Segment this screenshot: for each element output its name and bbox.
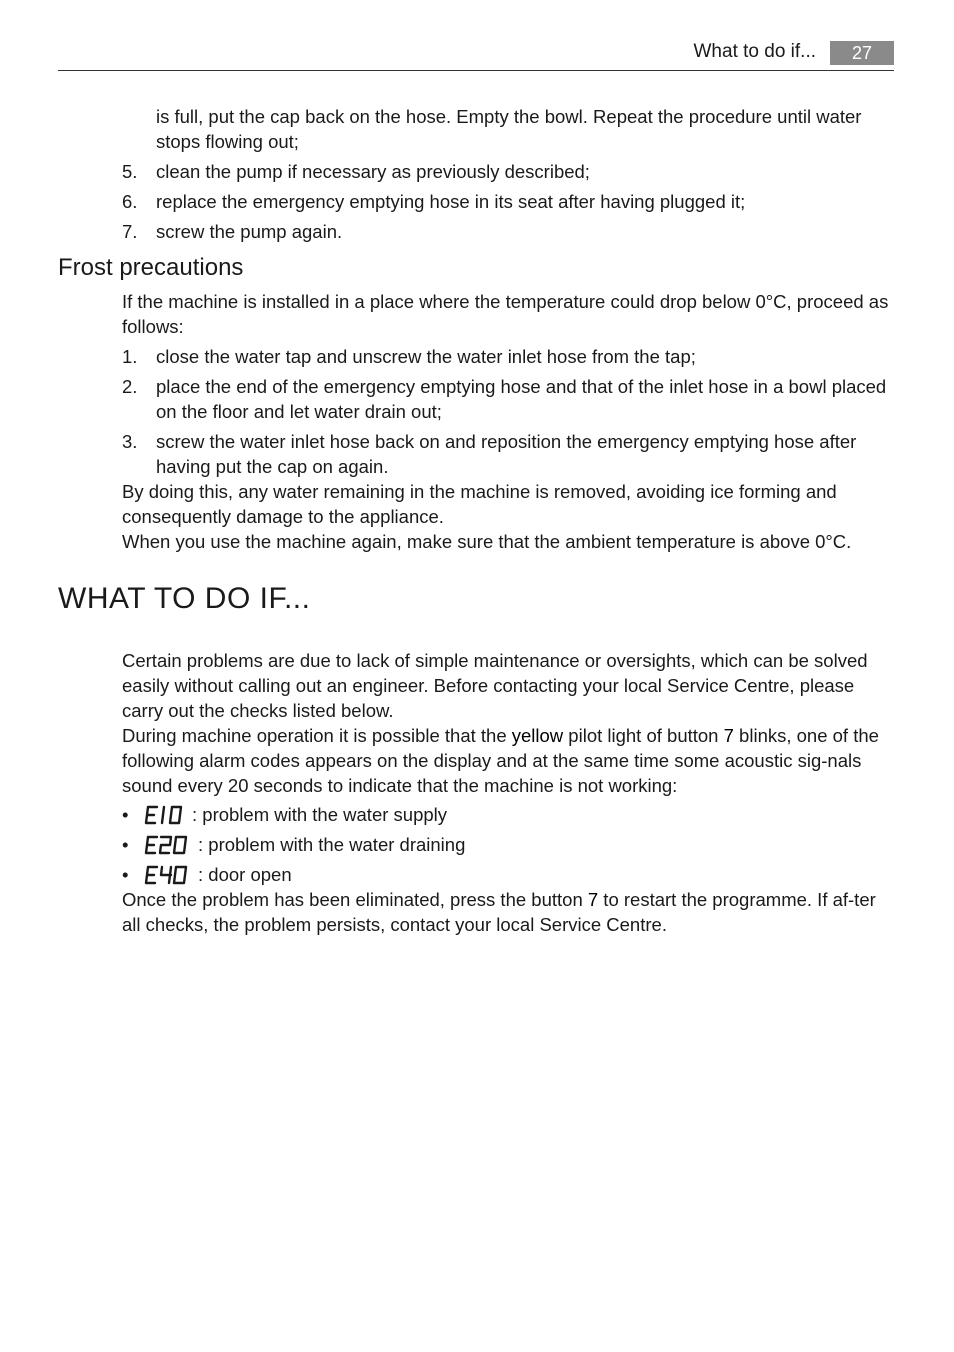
list-item <box>58 832 894 857</box>
alarm-paragraph <box>58 723 894 798</box>
page-content <box>58 104 894 937</box>
step-text: replace the emergency emptying hose in its seat after having plugged it; <box>156 191 746 212</box>
list-item <box>58 159 894 184</box>
list-item <box>58 219 894 244</box>
step-text: place the end of the emergency emptying hose and that of the inlet hose in a bowl placed on the floor and let water drain out; <box>156 376 887 422</box>
alarm-code-e10 <box>144 804 188 826</box>
step-number: 2. <box>122 376 138 397</box>
page-number: 27 <box>830 41 894 65</box>
list-item <box>58 344 894 369</box>
alarm-text-mid: pilot light of button <box>563 725 724 746</box>
step-text: screw the pump again. <box>156 221 343 242</box>
frost-heading: Frost precautions <box>58 254 244 281</box>
drain-steps <box>58 159 894 244</box>
step-text: clean the pump if necessary as previously described; <box>156 161 590 182</box>
alarm-code-description: : problem with the water draining <box>198 834 466 855</box>
frost-reuse: When you use the machine again, make sure that the ambient temperature is above 0°C. <box>122 531 852 552</box>
list-item <box>58 802 894 827</box>
step-text: screw the water inlet hose back on and reposition the emergency emptying hose after having put the cap on again. <box>156 431 857 477</box>
step-number: 1. <box>122 346 138 367</box>
step-number: 6. <box>122 191 138 212</box>
continued-step-text: is full, put the cap back on the hose. Empty the bowl. Repeat the procedure until water stops flowing out; <box>156 106 862 152</box>
alarm-code-list <box>58 802 894 887</box>
header-title: What to do if... <box>693 41 816 62</box>
outro-text-start: Once the problem has been eliminated, press the button <box>122 889 588 910</box>
step-number: 7. <box>122 221 138 242</box>
bullet: • <box>122 834 129 855</box>
outro-paragraph <box>58 887 894 937</box>
troubleshoot-intro: Certain problems are due to lack of simple maintenance or oversights, which can be solved easily without calling out an engineer. Before contacting your local Service Centre, please carry out the checks listed below. <box>122 650 868 721</box>
alarm-text-start: During machine operation it is possible that the <box>122 725 512 746</box>
frost-intro: If the machine is installed in a place where the temperature could drop below 0°C, proceed as follows: <box>122 291 889 337</box>
button-number: 7 <box>587 889 599 910</box>
alarm-code-e40 <box>144 864 194 886</box>
alarm-code-e20 <box>144 834 194 856</box>
step-number: 5. <box>122 161 138 182</box>
alarm-code-description: : problem with the water supply <box>192 804 448 825</box>
pilot-light-color: yellow <box>511 725 564 746</box>
step-text: close the water tap and unscrew the water inlet hose from the tap; <box>156 346 696 367</box>
alarm-code-description: : door open <box>198 864 292 885</box>
list-item <box>58 374 894 424</box>
step-number: 3. <box>122 431 138 452</box>
list-item <box>58 189 894 214</box>
outro-text-end: to restart the programme. If af-ter all checks, the problem persists, contact your local Service Centre. <box>122 889 876 935</box>
list-item <box>58 429 894 479</box>
alarm-text-end: blinks, one of the following alarm codes appears on the display and at the same time some acoustic sig-nals sound every 20 seconds to indicate that the machine is not working: <box>122 725 879 796</box>
list-item <box>58 862 894 887</box>
page-header <box>58 40 894 71</box>
section-title: WHAT TO DO IF... <box>58 582 311 615</box>
frost-after: By doing this, any water remaining in the machine is removed, avoiding ice forming and consequently damage to the appliance. <box>122 481 837 527</box>
bullet: • <box>122 804 129 825</box>
frost-steps <box>58 344 894 479</box>
button-number: 7 <box>723 725 734 746</box>
bullet: • <box>122 864 129 885</box>
